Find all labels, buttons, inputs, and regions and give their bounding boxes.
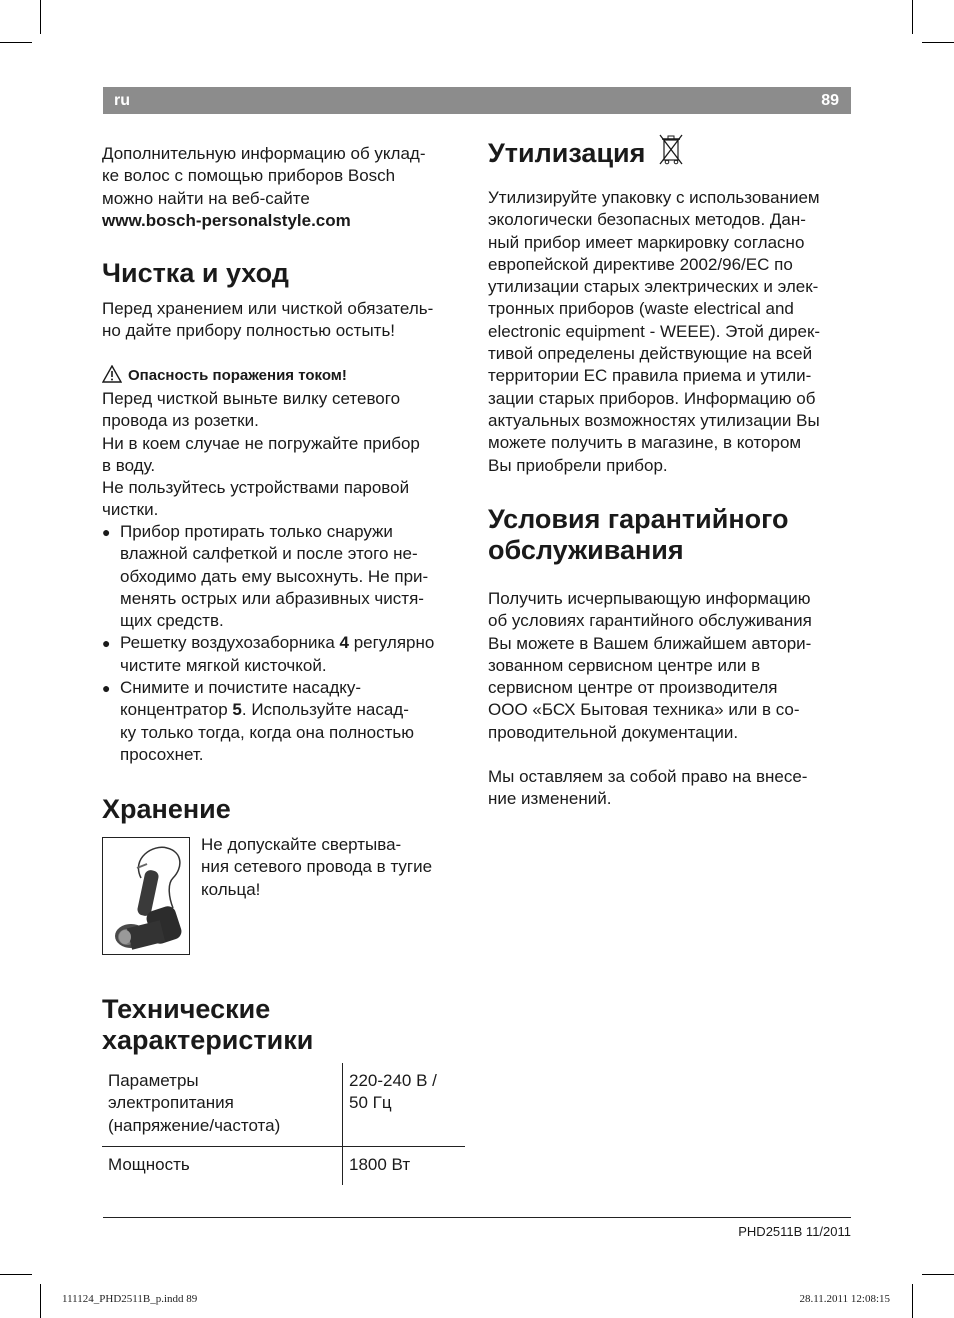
spec-label: Параметры электропитания (напряжение/частота) — [102, 1063, 343, 1146]
spec-value: 1800 Вт — [343, 1146, 466, 1185]
website-link[interactable]: www.bosch-personalstyle.com — [102, 210, 351, 230]
table-row — [102, 1063, 465, 1146]
print-slug-file: 111124_PHD2511B_p.indd 89 — [62, 1293, 198, 1305]
disposal-text: Утилизируйте упаковку с использованием экологически безопасных методов. Дан- ный прибор имеет маркировку согласно европейской директиве 2002/96/EC по утилизации старых электрических и элек- тронных приборов (waste electrical and electronic equipment - WEEE). Этой дирек- тивой определены действующие на всей территории ЕС правила приема и утили- зации старых приборов. Информацию об актуальных возможностях утилизации Вы можете получить в магазине, в котором Вы приобрели прибор. — [488, 188, 821, 475]
language-code: ru — [114, 92, 130, 109]
shock-warning-title: Опасность поражения током! — [102, 365, 347, 384]
specs-table — [102, 1063, 465, 1185]
spec-value: 220-240 В / 50 Гц — [343, 1063, 466, 1146]
storage-heading: Хранение — [102, 794, 231, 824]
footer-model-date: PHD2511B 11/2011 — [738, 1224, 851, 1239]
specs-heading: Технические характеристики — [102, 994, 314, 1055]
disposal-heading: Утилизация — [488, 132, 685, 169]
list-item: ● Решетку воздухозаборника 4 регулярно чистите мягкой кисточкой. — [102, 632, 434, 677]
list-item: ● Снимите и почистите насадку- концентратор 5. Используйте насад- ку только тогда, когда она полностью просохнет. — [102, 677, 434, 766]
crop-mark — [40, 0, 41, 34]
storage-text: Не допускайте свертыва- ния сетевого провода в тугие кольца! — [201, 835, 433, 899]
table-row — [102, 1146, 465, 1185]
crop-mark — [0, 1274, 32, 1275]
page-header-bar — [103, 87, 851, 114]
print-slug-datetime: 28.11.2011 12:08:15 — [799, 1293, 890, 1305]
warning-triangle-icon — [102, 365, 122, 383]
hairdryer-coiled-cord-icon — [102, 837, 190, 955]
intro-text: Дополнительную информацию об уклад- ке волос с помощью приборов Bosch можно найти на веб-сайте www.bosch-personalstyle.com — [102, 143, 426, 232]
crop-mark — [922, 1274, 954, 1275]
list-item: ● Прибор протирать только снаружи влажной салфеткой и после этого не- обходимо дать ему высохнуть. Не при- менять острых или абразивных чистя- щих средств. — [102, 521, 434, 632]
warranty-text: Получить исчерпывающую информацию об условиях гарантийного обслуживания Вы можете в Вашем ближайшем автори- зованном сервисном центре или в сервисном центре от производителя ООО «БСХ Бытовая техника» или в со- проводительной документации. — [488, 589, 812, 742]
crossed-bin-icon — [657, 132, 685, 166]
spec-label: Мощность — [108, 1154, 190, 1174]
changes-note: Мы оставляем за собой право на внесе- ние изменений. — [488, 767, 808, 809]
footer-divider — [103, 1217, 851, 1218]
page-number: 89 — [821, 92, 839, 109]
crop-mark — [0, 42, 32, 43]
crop-mark — [912, 1284, 913, 1318]
shock-warning-text: Перед чисткой выньте вилку сетевого провода из розетки. Ни в коем случае не погружайте прибор в воду. Не пользуйтесь устройствами паровой чистки. — [102, 389, 420, 520]
crop-mark — [912, 0, 913, 34]
crop-mark — [922, 42, 954, 43]
cleaning-bullets — [102, 521, 434, 766]
cleaning-heading: Чистка и уход — [102, 258, 289, 288]
crop-mark — [40, 1284, 41, 1318]
warranty-heading: Условия гарантийного обслуживания — [488, 504, 789, 565]
cleaning-intro: Перед хранением или чисткой обязатель- но дайте прибору полностью остыть! — [102, 299, 434, 341]
